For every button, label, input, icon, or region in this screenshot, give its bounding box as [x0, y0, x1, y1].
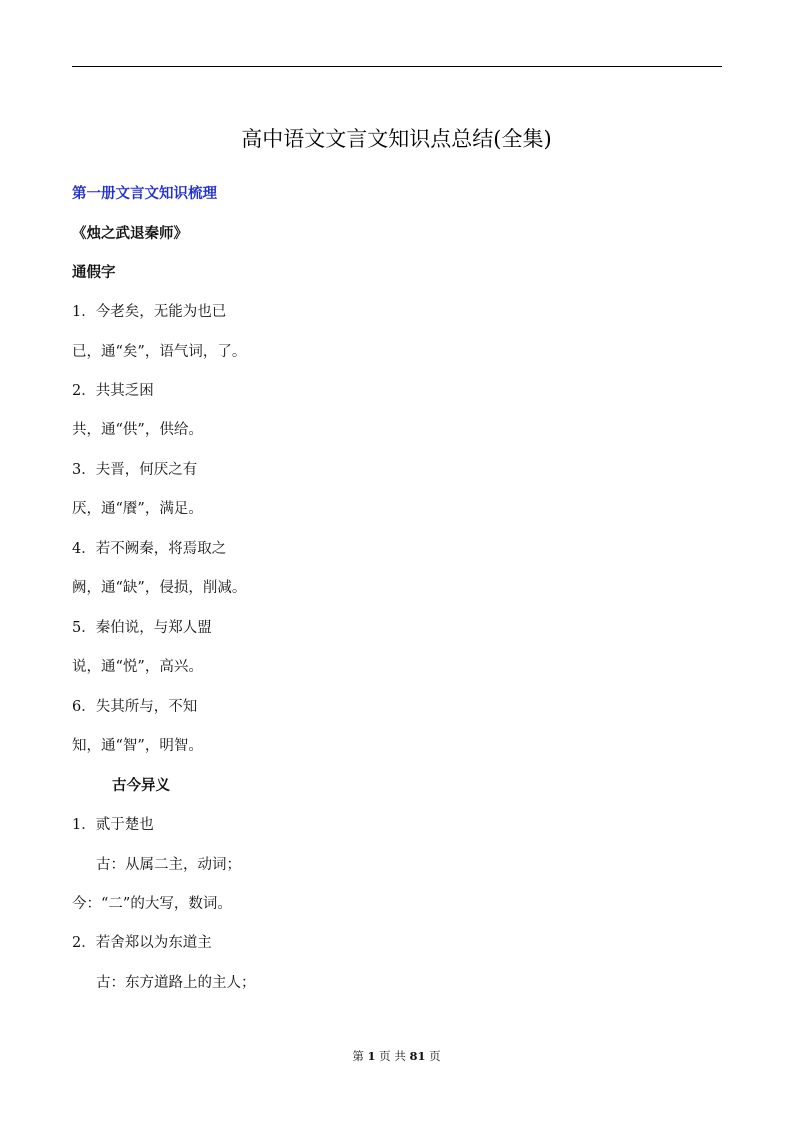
tongjia-item: 3．夫晋，何厌之有: [72, 462, 198, 478]
document-title: 高中语文文言文知识点总结(全集): [241, 127, 552, 151]
tongjia-item: 已，通“矣”，语气词，了。: [72, 344, 247, 360]
footer-prefix: 第: [352, 1049, 364, 1063]
tongjia-item: 2．共其乏困: [72, 383, 154, 399]
footer-middle: 页 共: [379, 1049, 406, 1063]
tongjia-item: 1．今老矣，无能为也已: [72, 304, 227, 320]
footer-page-number: 1: [367, 1049, 376, 1063]
page-footer: [0, 1048, 793, 1064]
section-heading: 第一册文言文知识梳理: [72, 186, 217, 202]
tongjia-item: 厌，通“餍”，满足。: [72, 501, 203, 517]
footer-suffix: 页: [429, 1049, 441, 1063]
tongjia-item: 5．秦伯说，与郑人盟: [72, 620, 212, 636]
tongjia-heading: 通假字: [72, 265, 116, 281]
gujin-item: 1．贰于楚也: [72, 817, 154, 833]
tongjia-item: 共，通“供”，供给。: [72, 422, 203, 438]
tongjia-item: 4．若不阙秦，将焉取之: [72, 541, 227, 557]
footer-total-pages: 81: [409, 1049, 426, 1063]
tongjia-item: 说，通“悦”，高兴。: [72, 659, 203, 675]
tongjia-item: 知，通“智”，明智。: [72, 738, 203, 754]
gujin-heading: 古今异义: [112, 778, 170, 794]
gujin-item: 古：从属二主，动词；: [96, 857, 241, 873]
header-rule: [72, 66, 722, 67]
lesson-title: 《烛之武退秦师》: [72, 226, 188, 242]
tongjia-item: 6．失其所与，不知: [72, 699, 198, 715]
gujin-item: 2．若舍郑以为东道主: [72, 935, 212, 951]
gujin-item: 今：“二”的大写，数词。: [72, 896, 232, 912]
gujin-item: 古：东方道路上的主人；: [96, 975, 256, 991]
tongjia-item: 阙，通“缺”，侵损，削减。: [72, 580, 247, 596]
